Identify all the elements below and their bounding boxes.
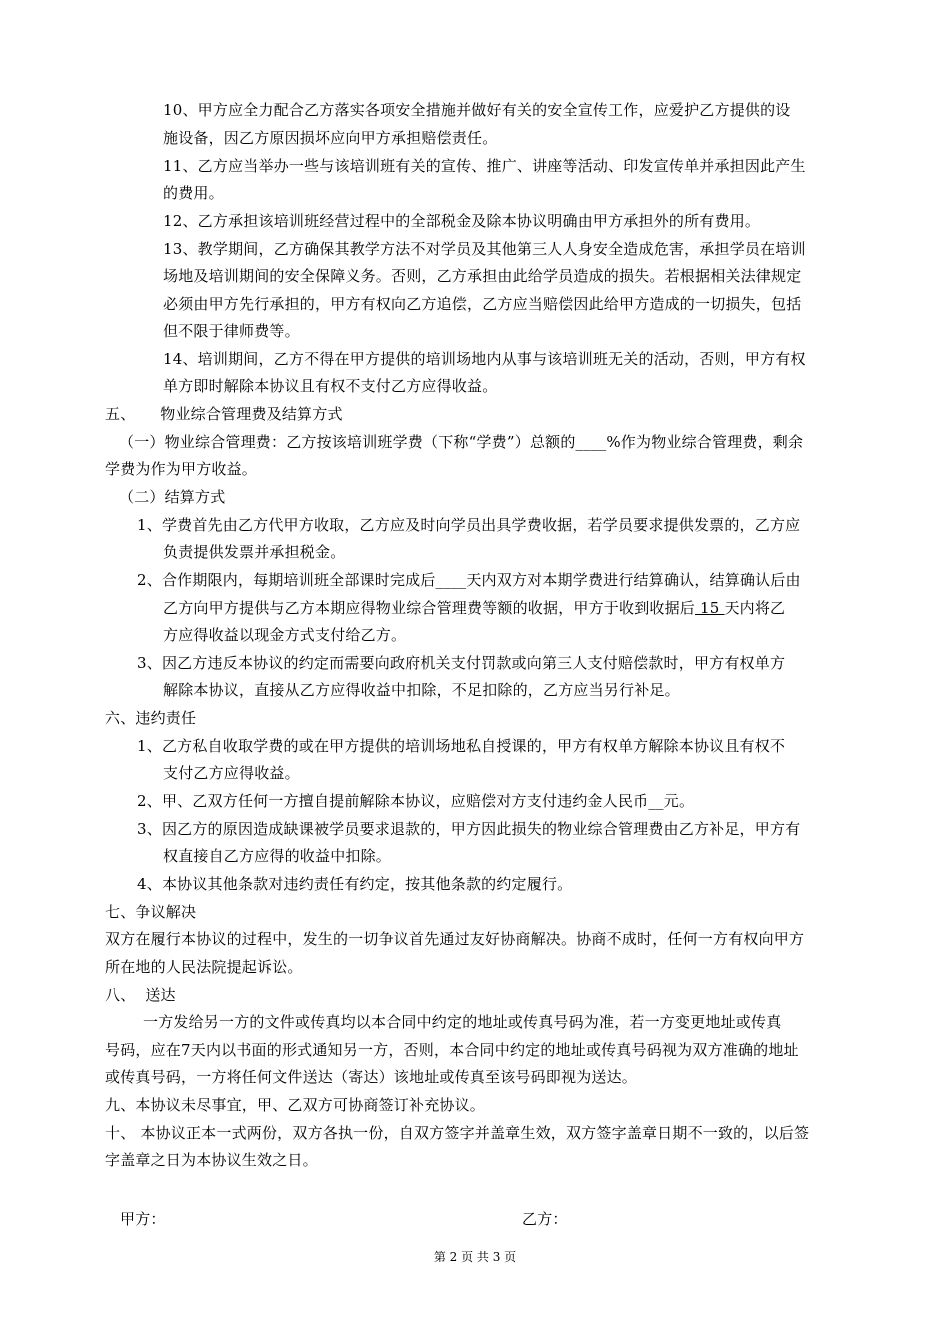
settlement-1-line-1: 1、学费首先由乙方代甲方收取，乙方应及时向学员出具学费收据，若学员要求提供发票的，乙方应 (137, 516, 801, 534)
section-5-part-2-heading: （二）结算方式 (119, 488, 226, 506)
clause-13-line-4: 但不限于律师费等。 (163, 322, 300, 340)
breach-3-line-1: 3、因乙方的原因造成缺课被学员要求退款的，甲方因此损失的物业综合管理费由乙方补足，甲方有 (137, 820, 801, 838)
breach-2-line-1: 2、甲、乙双方任何一方擅自提前解除本协议，应赔偿对方支付违约金人民币__元。 (137, 792, 695, 810)
settlement-2-line-1: 2、合作期限内，每期培训班全部课时完成后____天内双方对本期学费进行结算确认，结算确认后由 (137, 571, 801, 589)
settlement-2-line-2 (163, 597, 785, 619)
party-a-signature-label: 甲方： (120, 1210, 166, 1228)
section-5-part-1-line-2: 学费为作为甲方收益。 (105, 460, 258, 478)
breach-1-line-2: 支付乙方应得收益。 (163, 764, 300, 782)
clause-13-line-1: 13、教学期间，乙方确保其教学方法不对学员及其他第三人人身安全造成危害，承担学员在培训 (163, 240, 806, 258)
settlement-3-line-1: 3、因乙方违反本协议的约定而需要向政府机关支付罚款或向第三人支付赔偿款时，甲方有权单方 (137, 654, 786, 672)
dispute-line-1: 双方在履行本协议的过程中，发生的一切争议首先通过友好协商解决。协商不成时，任何一方有权向甲方 (105, 930, 805, 948)
clause-13-line-3: 必须由甲方先行承担的，甲方有权向乙方追偿，乙方应当赔偿因此给甲方造成的一切损失，包括 (163, 295, 802, 313)
clause-13-line-2: 场地及培训期间的安全保障义务。否则，乙方承担由此给学员造成的损失。若根据相关法律规定 (163, 267, 802, 285)
settlement-2-line-2-tail: 天内将乙 (724, 599, 786, 617)
section-10-line-2: 字盖章之日为本协议生效之日。 (105, 1151, 318, 1169)
delivery-line-3: 或传真号码，一方将任何文件送达（寄达）该地址或传真至该号码即视为送达。 (105, 1068, 638, 1086)
clause-14-line-2: 单方即时解除本协议且有权不支付乙方应得收益。 (163, 377, 498, 395)
clause-10-line-2: 施设备，因乙方原因损坏应向甲方承担赔偿责任。 (163, 129, 498, 147)
clause-11-line-1: 11、乙方应当举办一些与该培训班有关的宣传、推广、讲座等活动、印发宣传单并承担因此产生 (163, 157, 806, 175)
settlement-days-value: 15 (695, 599, 725, 617)
delivery-line-2: 号码，应在7天内以书面的形式通知另一方，否则，本合同中约定的地址或传真号码视为双方准确的地址 (105, 1041, 799, 1059)
section-10-line-1: 十、 本协议正本一式两份，双方各执一份，自双方签字并盖章生效，双方签字盖章日期不一致的，以后签 (105, 1124, 810, 1142)
settlement-2-line-3: 方应得收益以现金方式支付给乙方。 (163, 626, 407, 644)
section-7-heading: 七、争议解决 (105, 903, 197, 921)
clause-11-line-2: 的费用。 (163, 184, 224, 202)
clause-14-line-1: 14、培训期间，乙方不得在甲方提供的培训场地内从事与该培训班无关的活动，否则，甲方有权 (163, 350, 806, 368)
settlement-1-line-2: 负责提供发票并承担税金。 (163, 543, 346, 561)
section-9: 九、本协议未尽事宜，甲、乙双方可协商签订补充协议。 (105, 1096, 486, 1114)
breach-1-line-1: 1、乙方私自收取学费的或在甲方提供的培训场地私自授课的，甲方有权单方解除本协议且有权不 (137, 737, 786, 755)
dispute-line-2: 所在地的人民法院提起诉讼。 (105, 958, 303, 976)
party-b-signature-label: 乙方： (522, 1210, 568, 1228)
section-8-heading: 八、 送达 (105, 986, 176, 1004)
section-5-part-1-line-1: （一）物业综合管理费：乙方按该培训班学费（下称“学费”）总额的____%作为物业综合管理费，剩余 (119, 433, 804, 451)
clause-12-line-1: 12、乙方承担该培训班经营过程中的全部税金及除本协议明确由甲方承担外的所有费用。 (163, 212, 761, 230)
section-6-heading: 六、违约责任 (105, 709, 197, 727)
breach-4-line-1: 4、本协议其他条款对违约责任有约定，按其他条款的约定履行。 (137, 875, 573, 893)
delivery-line-1: 一方发给另一方的文件或传真均以本合同中约定的地址或传真号码为准，若一方变更地址或传真 (143, 1013, 782, 1031)
page-number-footer: 第 2 页 共 3 页 (433, 1250, 517, 1264)
clause-10-line-1: 10、甲方应全力配合乙方落实各项安全措施并做好有关的安全宣传工作，应爱护乙方提供的设 (163, 101, 791, 119)
settlement-3-line-2: 解除本协议，直接从乙方应得收益中扣除，不足扣除的，乙方应当另行补足。 (163, 681, 680, 699)
section-5-heading: 五、 物业综合管理费及结算方式 (105, 405, 343, 423)
settlement-2-line-2-text: 乙方向甲方提供与乙方本期应得物业综合管理费等额的收据，甲方于收到收据后 (163, 599, 696, 617)
breach-3-line-2: 权直接自乙方应得的收益中扣除。 (163, 847, 392, 865)
